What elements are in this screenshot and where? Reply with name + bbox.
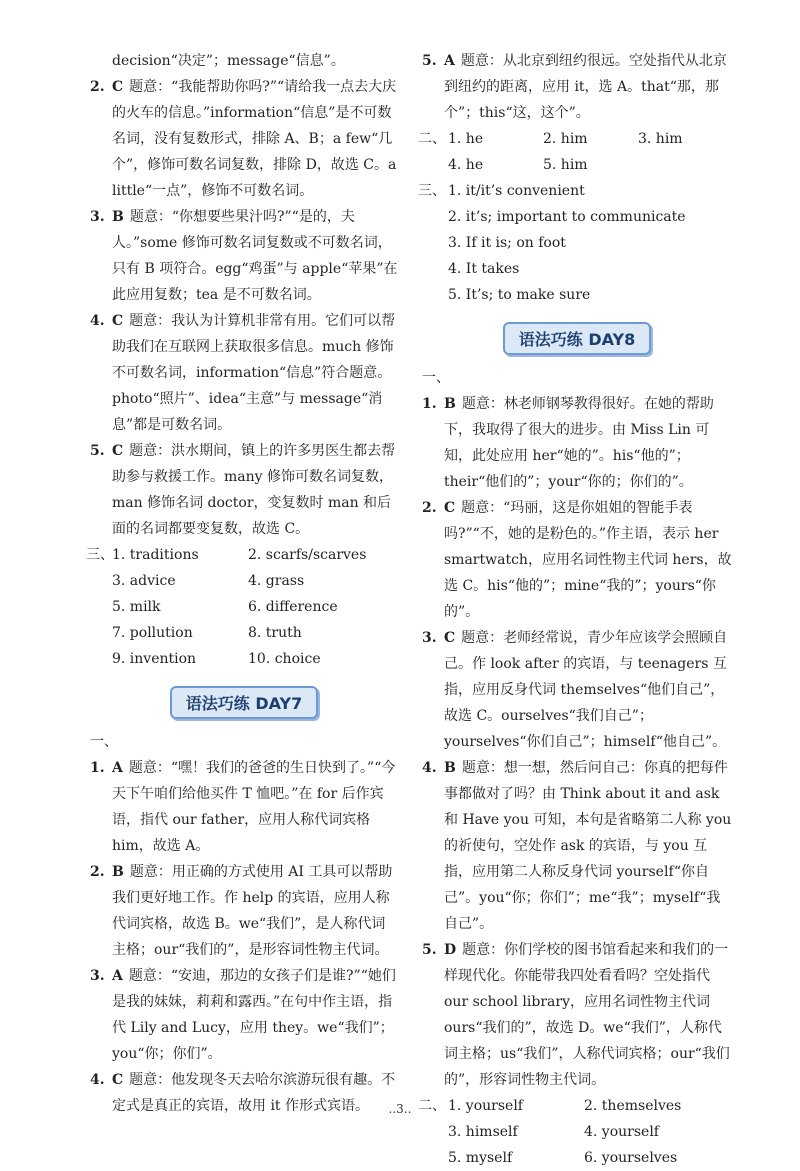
explanation: 题意：“你想要些果汁吗?”“是的，夫人。”some 修饰可数名词复数或不可数名词，只有 B 项符合。egg“鸡蛋”与 apple“苹果”在此应用复数；tea 是不可数名词。 [112, 209, 398, 303]
section-three [86, 542, 398, 672]
grid-answer: 9. invention [112, 651, 197, 667]
grid-answer: 6. yourselves [584, 1150, 678, 1166]
grid-answer: 1. traditions [112, 547, 199, 563]
item-number: 2. [90, 79, 105, 95]
answer-letter: C [112, 443, 124, 459]
grid-answer: 5. myself [448, 1150, 513, 1166]
explanation: 题意：“我能帮助你吗?”“请给我一点去大庆的火车的信息。”information“信息”是不可数名词，没有复数形式，排除 A、B；a few“几个”，修饰可数名词复数，排除 D，故选 C。a little“一点”，修饰不可数名词。 [112, 79, 397, 199]
fill-answer: 3. If it is; on foot [448, 235, 566, 251]
explanation: 题意：你们学校的图书馆看起来和我们的一样现代化。你能带我四处看看吗？空处指代 our school library，应用名词性物主代词 ours“我们的”，故选 D。we“我们”，人称代词主格；us“我们”，人称代词宾格；our“我们的”，形容词性物主代词。 [444, 942, 730, 1088]
grid-answer: 4. he [448, 157, 484, 173]
fill-answer: 2. it’s; important to communicate [448, 209, 686, 225]
day8-banner: 语法巧练 DAY8 [503, 322, 651, 355]
item-number: 1. [90, 760, 105, 776]
section-label: 一、 [422, 370, 450, 386]
explanation: 题意：用正确的方式使用 AI 工具可以帮助我们更好地工作。作 help 的宾语，应用人称代词宾格，故选 B。we“我们”，是人称代词主格；our“我们的”，是形容词性物主代词。 [112, 864, 393, 958]
grid-answer: 1. yourself [448, 1098, 523, 1114]
explanation: 题意：想一想，然后问自己：你真的把每件事都做对了吗？由 Think about it and ask 和 Have you 可知，本句是省略第二人称 you 的祈使句，空处作 ask 的宾语，与 you 互指，应用第二人称反身代词 yourself“你自己”。you“你；你们”；me“我”；myself“我自己”。 [444, 760, 732, 932]
left-column [86, 48, 398, 1119]
explanation: 题意：从北京到纽约很远。空处指代从北京到纽约的距离，应用 it，选 A。that“那，那个”；this“这，这个”。 [444, 53, 727, 121]
answer-grid [448, 126, 732, 178]
section-label: 一、 [90, 734, 118, 750]
answer-letter: C [444, 500, 456, 516]
right-column [418, 48, 732, 1171]
answer-item-2 [90, 74, 398, 204]
day8-item-5 [422, 937, 732, 1093]
grid-answer: 7. pollution [112, 625, 193, 641]
explanation: 题意：洪水期间，镇上的许多男医生都去帮助参与救援工作。many 修饰可数名词复数，man 修饰名词 doctor，变复数时 man 和后面的名词都要变复数，故选 C。 [112, 443, 396, 537]
item-number: 3. [90, 209, 105, 225]
explanation: 题意：“嘿！我们的爸爸的生日快到了。”“今天下午咱们给他买件 T 恤吧。”在 for 后作宾语，指代 our father，应用人称代词宾格 him，故选 A。 [112, 760, 396, 854]
item-number: 4. [90, 1072, 105, 1088]
day7-banner: 语法巧练 DAY7 [170, 686, 318, 719]
answer-letter: C [444, 630, 456, 646]
item-number: 2. [90, 864, 105, 880]
grid-answer: 2. him [543, 131, 588, 147]
answer-letter: D [444, 942, 457, 958]
grid-answer: 8. truth [248, 625, 302, 641]
day7-banner-wrap [90, 686, 398, 719]
item-number: 5. [422, 53, 437, 69]
day8-item-1 [422, 391, 732, 495]
answer-letter: A [112, 760, 123, 776]
section-label: 二、 [418, 131, 446, 147]
explanation: 题意：我认为计算机非常有用。它们可以帮助我们在互联网上获取很多信息。much 修饰不可数名词，information“信息”符合题意。photo“照片”、idea“主意”与 message“消息”都是可数名词。 [112, 313, 396, 433]
item-number: 4. [422, 760, 437, 776]
day8-item-4 [422, 755, 732, 937]
item-number: 3. [90, 968, 105, 984]
answer-letter: A [444, 53, 455, 69]
answer-grid [112, 542, 398, 672]
answer-letter: C [112, 79, 124, 95]
fill-answer: 1. it/it’s convenient [448, 183, 585, 199]
grid-answer: 10. choice [248, 651, 321, 667]
item-number: 4. [90, 313, 105, 329]
item-number: 2. [422, 500, 437, 516]
answer-letter: A [112, 968, 123, 984]
item-number: 3. [422, 630, 437, 646]
item-number: 5. [90, 443, 105, 459]
answer-letter: B [112, 864, 124, 880]
day7-item-3 [90, 963, 398, 1067]
grid-answer: 3. himself [448, 1124, 518, 1140]
grid-answer: 4. yourself [584, 1124, 659, 1140]
section-two [418, 126, 732, 178]
answer-item-4 [90, 308, 398, 438]
answer-item-5 [90, 438, 398, 542]
answer-letter: B [444, 760, 456, 776]
section-label: 二、 [418, 1098, 446, 1114]
continued-text: decision“决定”；message“信息”。 [112, 53, 345, 69]
fill-answer: 4. It takes [448, 261, 520, 277]
day8-item-3 [422, 625, 732, 755]
answer-letter: C [112, 1072, 124, 1088]
grid-answer: 1. he [448, 131, 484, 147]
fill-answer: 5. It’s; to make sure [448, 287, 591, 303]
day8-banner-wrap [422, 322, 732, 355]
item-number: 1. [422, 396, 437, 412]
answer-item-3 [90, 204, 398, 308]
section-label: 三、 [86, 547, 114, 563]
explanation: 题意：“玛丽，这是你姐姐的智能手表吗?”“不，她的是粉色的。”作主语，表示 her smartwatch，应用名词性物主代词 hers，故选 C。his“他的”；mine“我的”；yours“你的”。 [444, 500, 732, 620]
explanation: 题意：“安迪，那边的女孩子们是谁?”“她们是我的妹妹，莉莉和露西。”在句中作主语，指代 Lily and Lucy，应用 they。we“我们”；you“你；你们”。 [112, 968, 396, 1062]
grid-answer: 3. advice [112, 573, 176, 589]
page-number: ..3.. [388, 1102, 412, 1116]
grid-answer: 3. him [638, 131, 683, 147]
answer-item-5-right [422, 48, 732, 126]
answer-letter: B [112, 209, 124, 225]
answer-letter: B [444, 396, 456, 412]
explanation: 题意：林老师钢琴教得很好。在她的帮助下，我取得了很大的进步。由 Miss Lin 可知，此处应用 her“她的”。his“他的”；their“他们的”；your“你的；你们的”。 [444, 396, 714, 490]
item-number: 5. [422, 942, 437, 958]
section-label: 三、 [418, 183, 446, 199]
grid-answer: 5. milk [112, 599, 161, 615]
grid-answer: 5. him [543, 157, 588, 173]
grid-answer: 6. difference [248, 599, 338, 615]
explanation: 题意：老师经常说，青少年应该学会照顾自己。作 look after 的宾语，与 teenagers 互指，应用反身代词 themselves“他们自己”，故选 C。ourselves“我们自己”；yourselves“你们自己”；himself“他自己”。 [444, 630, 728, 750]
grid-answer: 2. themselves [584, 1098, 682, 1114]
grid-answer: 4. grass [248, 573, 305, 589]
explanation: 题意：他发现冬天去哈尔滨游玩很有趣。不定式是真正的宾语，故用 it 作形式宾语。 [112, 1072, 396, 1114]
grid-answer: 2. scarfs/scarves [248, 547, 367, 563]
day8-item-2 [422, 495, 732, 625]
day7-item-2 [90, 859, 398, 963]
answer-letter: C [112, 313, 124, 329]
day7-item-1 [90, 755, 398, 859]
section-three-right [418, 178, 732, 308]
